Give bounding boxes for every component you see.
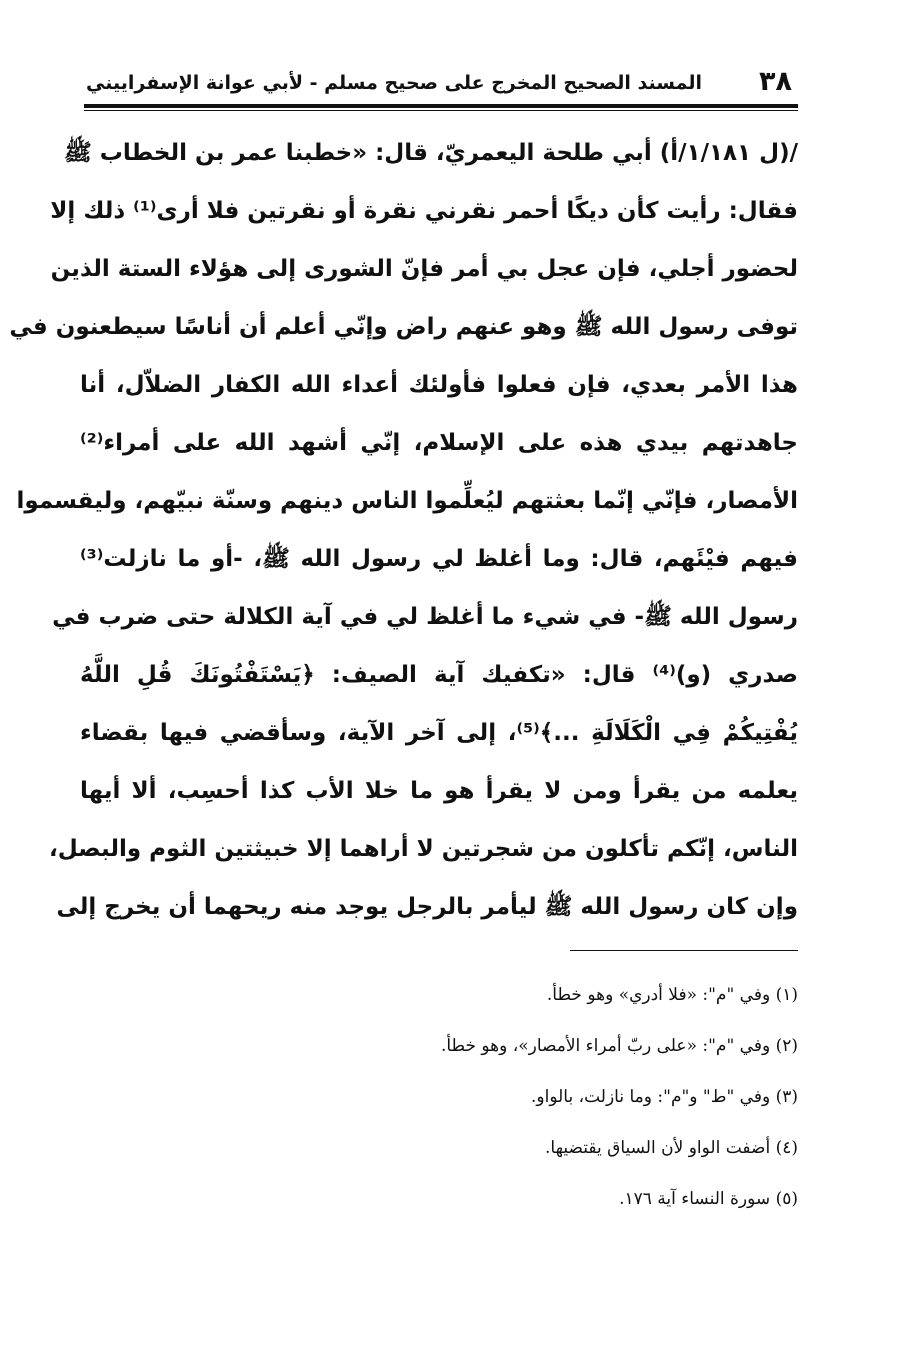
text-line: هذا الأمر بعدي، فإن فعلوا فأولئك أعداء الله الكفار الضلاّل، أنا [80, 372, 798, 398]
text-line: وإن كان رسول الله ﷺ ليأمر بالرجل يوجد منه ريحهما أن يخرج إلى [56, 894, 798, 920]
footnote-separator [570, 950, 798, 951]
text-line: جاهدتهم بيدي هذه على الإسلام، إنّي أشهد الله على أمراء⁽²⁾ [80, 430, 798, 456]
page-number: ٣٨ [759, 66, 792, 97]
text-line: /(ل ١/١٨١/أ) أبي طلحة اليعمريّ، قال: «خطبنا عمر بن الخطاب ﷺ [63, 140, 798, 166]
footnote-5: (٥) سورة النساء آية ١٧٦. [619, 1189, 798, 1209]
text-line: فيهم فيْئَهم، قال: وما أغلظ لي رسول الله ﷺ، -أو ما نازلت⁽³⁾ [80, 546, 798, 572]
text-line: الناس، إنّكم تأكلون من شجرتين لا أراهما إلا خبيثتين الثوم والبصل، [49, 836, 798, 862]
footnotes [300, 975, 798, 1230]
page-header [84, 62, 798, 102]
text-line: لحضور أجلي، فإن عجل بي أمر فإنّ الشورى إلى هؤلاء الستة الذين [50, 256, 798, 282]
text-line: فقال: رأيت كأن ديكًا أحمر نقرني نقرة أو نقرتين فلا أرى⁽¹⁾ ذلك إلا [50, 198, 798, 224]
text-line: الأمصار، فإنّي إنّما بعثتهم ليُعلِّموا الناس دينهم وسنّة نبيّهم، وليقسموا [16, 488, 798, 514]
text-line: صدري (و)⁽⁴⁾ قال: «تكفيك آية الصيف: ﴿يَسْتَفْتُونَكَ قُلِ اللَّهُ [80, 662, 798, 688]
footnote-3: (٣) وفي "ط" و"م": وما نازلت، بالواو. [531, 1087, 798, 1107]
header-rule [84, 104, 798, 111]
footnote-1: (١) وفي "م": «فلا أدري» وهو خطأ. [546, 985, 798, 1005]
text-line: رسول الله ﷺ- في شيء ما أغلظ لي في آية الكلالة حتى ضرب في [52, 604, 798, 630]
main-text [9, 124, 798, 936]
text-line: توفى رسول الله ﷺ وهو عنهم راض وإنّي أعلم أن أناسًا سيطعنون في [9, 314, 798, 340]
text-line: يُفْتِيكُمْ فِي الْكَلَالَةِ ...﴾⁽⁵⁾، إلى آخر الآية، وسأقضي فيها بقضاء [80, 720, 798, 746]
footnote-4: (٤) أضفت الواو لأن السياق يقتضيها. [544, 1138, 798, 1158]
footnote-2: (٢) وفي "م": «على ربّ أمراء الأمصار»، وهو خطأ. [440, 1036, 798, 1056]
text-line: يعلمه من يقرأ ومن لا يقرأ هو ما خلا الأب كذا أحسِب، ألا أيها [80, 778, 798, 804]
running-title: المسند الصحيح المخرج على صحيح مسلم - لأبي عوانة الإسفراييني [86, 72, 702, 94]
